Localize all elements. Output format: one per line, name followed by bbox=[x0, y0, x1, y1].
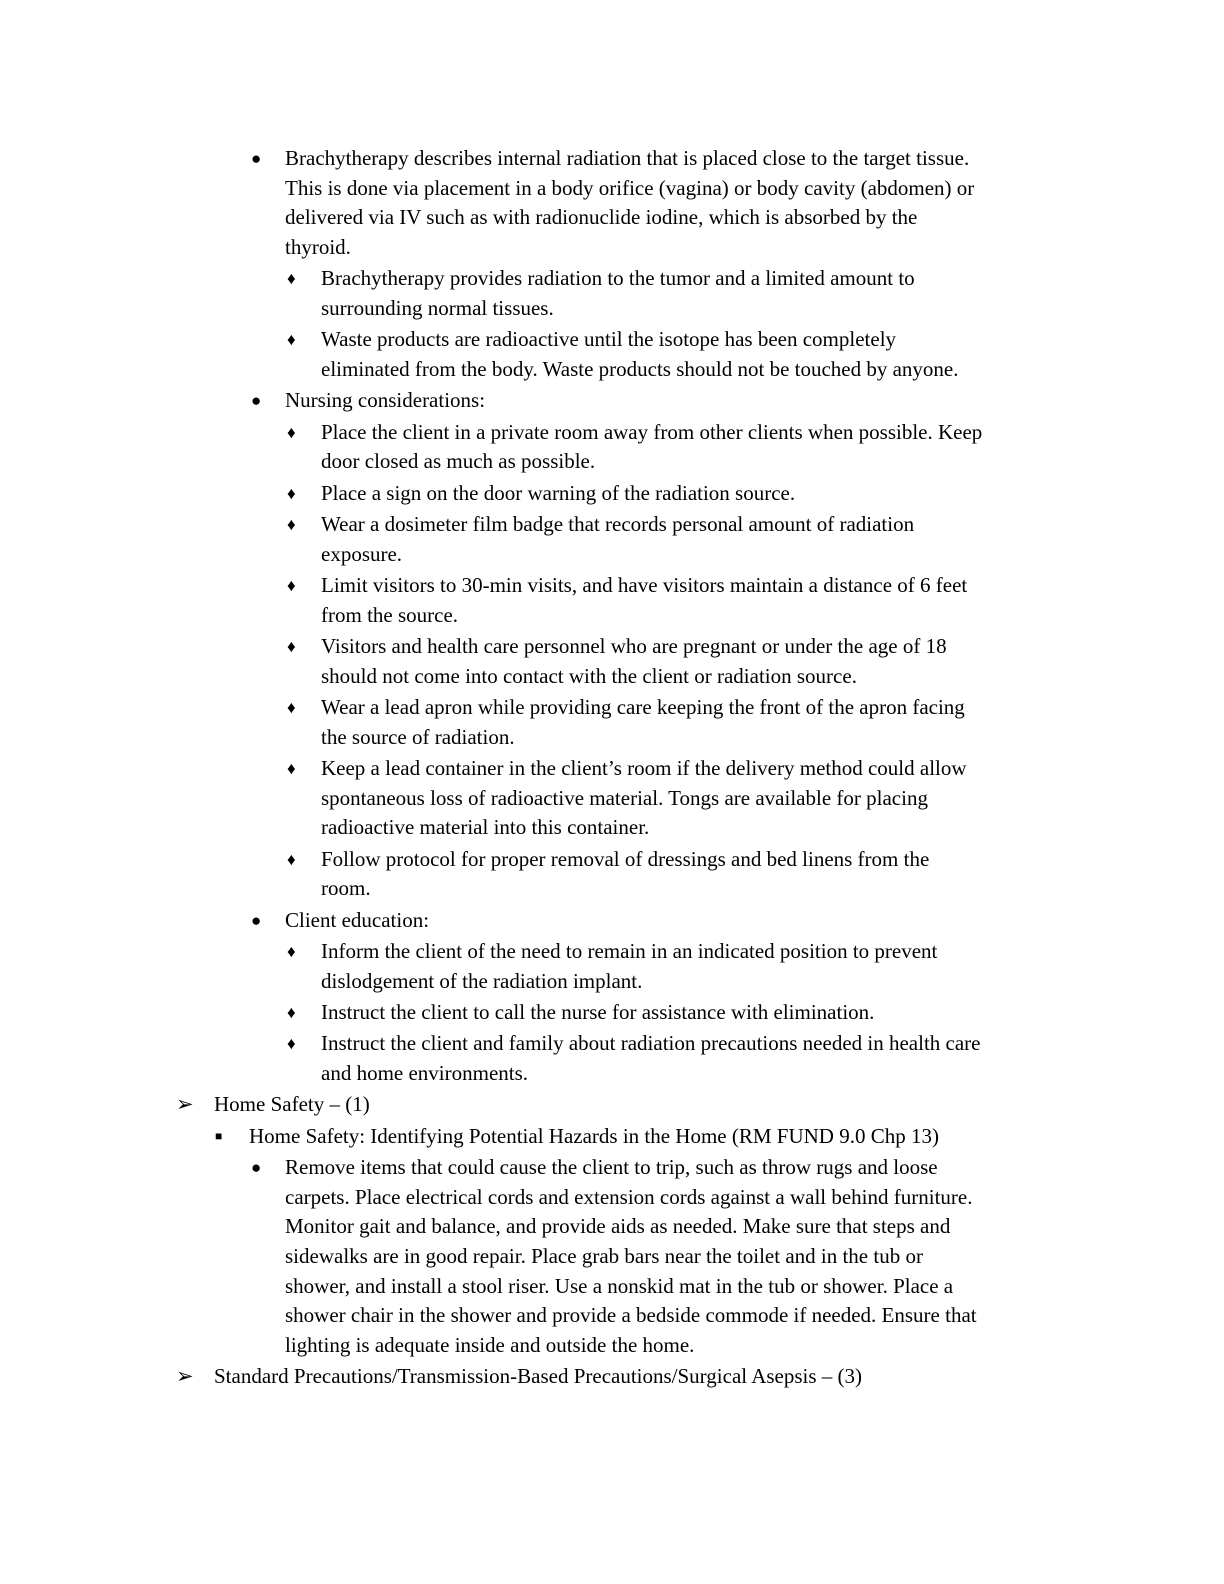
list-item-text: Remove items that could cause the client to trip, such as throw rugs and loose bbox=[285, 1155, 938, 1180]
bullet-icon: ♦ bbox=[287, 759, 296, 778]
list-item-continuation bbox=[321, 662, 857, 692]
list-item-text: dislodgement of the radiation implant. bbox=[321, 968, 643, 993]
list-item-continuation bbox=[321, 540, 402, 570]
list-item bbox=[287, 264, 915, 294]
list-item-continuation bbox=[321, 294, 554, 324]
list-item bbox=[251, 906, 430, 936]
list-item-continuation bbox=[321, 813, 649, 843]
list-item-continuation bbox=[321, 601, 458, 631]
list-item bbox=[251, 386, 486, 416]
bullet-icon: ♦ bbox=[287, 515, 296, 534]
list-item-text: Place a sign on the door warning of the radiation source. bbox=[321, 480, 796, 505]
list-item-text: Standard Precautions/Transmission-Based Precautions/Surgical Asepsis – (3) bbox=[214, 1364, 863, 1389]
list-item-text: Nursing considerations: bbox=[285, 388, 486, 413]
bullet-icon: ➢ bbox=[176, 1364, 194, 1389]
list-item bbox=[287, 937, 938, 967]
bullet-icon: ● bbox=[251, 391, 262, 411]
list-item-text: Brachytherapy provides radiation to the tumor and a limited amount to bbox=[321, 266, 915, 291]
list-item bbox=[287, 693, 965, 723]
list-item bbox=[287, 845, 930, 875]
list-item bbox=[251, 144, 970, 174]
list-item-text: Keep a lead container in the client’s room if the delivery method could allow bbox=[321, 756, 967, 780]
list-item-text: Brachytherapy describes internal radiation that is placed close to the target tissue. bbox=[285, 146, 970, 170]
bullet-icon: ♦ bbox=[287, 698, 296, 717]
list-item-continuation bbox=[285, 1242, 923, 1272]
list-item-text: Instruct the client and family about radiation precautions needed in health care bbox=[321, 1031, 981, 1056]
bullet-icon: ♦ bbox=[287, 483, 296, 503]
list-item bbox=[287, 998, 875, 1028]
list-item bbox=[176, 1362, 863, 1392]
bullet-icon: ♦ bbox=[287, 849, 296, 869]
list-item-text: eliminated from the body. Waste products should not be touched by anyone. bbox=[321, 356, 959, 381]
list-item-continuation bbox=[285, 233, 351, 263]
list-item-text: sidewalks are in good repair. Place grab bars near the toilet and in the tub or bbox=[285, 1244, 923, 1268]
list-item-text: Place the client in a private room away from other clients when possible. Keep bbox=[321, 419, 983, 444]
list-item-text: from the source. bbox=[321, 602, 459, 627]
list-item-continuation bbox=[285, 1272, 953, 1302]
list-item-text: surrounding normal tissues. bbox=[321, 295, 554, 320]
list-item bbox=[215, 1122, 939, 1152]
bullet-icon: ♦ bbox=[287, 269, 296, 289]
bullet-icon: ♦ bbox=[287, 1003, 296, 1022]
list-item bbox=[287, 510, 915, 540]
bullet-icon: ● bbox=[251, 149, 262, 168]
list-item-text: the source of radiation. bbox=[321, 724, 515, 749]
list-item bbox=[251, 1153, 938, 1183]
list-item-text: lighting is adequate inside and outside the home. bbox=[285, 1332, 695, 1357]
bullet-icon: ♦ bbox=[287, 422, 296, 442]
bullet-icon: ♦ bbox=[287, 330, 296, 350]
list-item-text: spontaneous loss of radioactive material. Tongs are available for placing bbox=[321, 785, 928, 810]
list-item-text: Waste products are radioactive until the isotope has been completely bbox=[321, 327, 897, 352]
list-item-text: shower, and install a stool riser. Use a nonskid mat in the tub or shower. Place a bbox=[285, 1273, 954, 1298]
list-item-continuation bbox=[321, 967, 642, 997]
list-item-continuation bbox=[321, 447, 595, 477]
list-item-continuation bbox=[321, 1059, 528, 1089]
bullet-icon: ■ bbox=[215, 1128, 223, 1143]
list-item-text: exposure. bbox=[321, 541, 403, 566]
list-item-text: shower chair in the shower and provide a bedside commode if needed. Ensure that bbox=[285, 1303, 977, 1328]
list-item-text: Limit visitors to 30-min visits, and have visitors maintain a distance of 6 feet bbox=[321, 573, 968, 597]
list-item-text: Inform the client of the need to remain in an indicated position to prevent bbox=[321, 939, 938, 963]
list-item-text: Client education: bbox=[285, 907, 430, 932]
list-item-continuation bbox=[321, 784, 928, 814]
list-item-text: Follow protocol for proper removal of dressings and bed linens from the bbox=[321, 846, 930, 871]
list-item-text: and home environments. bbox=[321, 1061, 529, 1085]
bullet-icon: ♦ bbox=[287, 1034, 296, 1054]
list-item-text: door closed as much as possible. bbox=[321, 449, 596, 474]
bullet-icon: ♦ bbox=[287, 942, 296, 961]
list-item-continuation bbox=[285, 203, 917, 233]
list-item-text: thyroid. bbox=[285, 234, 351, 259]
list-item-text: carpets. Place electrical cords and extension cords against a wall behind furniture. bbox=[285, 1184, 973, 1209]
list-item-text: Wear a lead apron while providing care keeping the front of the apron facing bbox=[321, 695, 965, 719]
bullet-icon: ♦ bbox=[287, 637, 296, 656]
list-item bbox=[287, 632, 947, 662]
list-item-text: radioactive material into this container. bbox=[321, 815, 650, 840]
list-item-text: Instruct the client to call the nurse for assistance with elimination. bbox=[321, 1000, 875, 1024]
list-item-text: Monitor gait and balance, and provide aids as needed. Make sure that steps and bbox=[285, 1214, 951, 1239]
list-item-text: delivered via IV such as with radionuclide iodine, which is absorbed by the bbox=[285, 205, 918, 230]
bullet-icon: ♦ bbox=[287, 576, 296, 595]
list-item bbox=[287, 418, 983, 448]
bullet-icon: ➢ bbox=[176, 1092, 194, 1117]
list-item-text: Wear a dosimeter film badge that records personal amount of radiation bbox=[321, 512, 915, 536]
list-item-text: Home Safety – (1) bbox=[214, 1092, 370, 1117]
list-item-text: Home Safety: Identifying Potential Hazards in the Home (RM FUND 9.0 Chp 13) bbox=[249, 1123, 939, 1148]
list-item-text: Visitors and health care personnel who are pregnant or under the age of 18 bbox=[321, 634, 947, 658]
list-item-continuation bbox=[285, 1331, 694, 1361]
list-item bbox=[176, 1090, 370, 1120]
list-item-continuation bbox=[285, 1301, 977, 1331]
list-item bbox=[287, 325, 897, 355]
list-item bbox=[287, 754, 967, 784]
list-item-continuation bbox=[321, 874, 371, 904]
list-item bbox=[287, 479, 796, 509]
list-item-text: room. bbox=[321, 876, 371, 901]
bullet-icon: ● bbox=[251, 1158, 262, 1178]
list-item bbox=[287, 1029, 981, 1059]
list-item-continuation bbox=[321, 355, 959, 385]
list-item bbox=[287, 571, 968, 601]
list-item-continuation bbox=[285, 1212, 950, 1242]
list-item-continuation bbox=[321, 723, 515, 753]
list-item-text: This is done via placement in a body orifice (vagina) or body cavity (abdomen) or bbox=[285, 175, 975, 200]
bullet-icon: ● bbox=[251, 910, 262, 930]
list-item-continuation bbox=[285, 174, 974, 204]
list-item-continuation bbox=[285, 1183, 972, 1213]
list-item-text: should not come into contact with the client or radiation source. bbox=[321, 663, 857, 688]
